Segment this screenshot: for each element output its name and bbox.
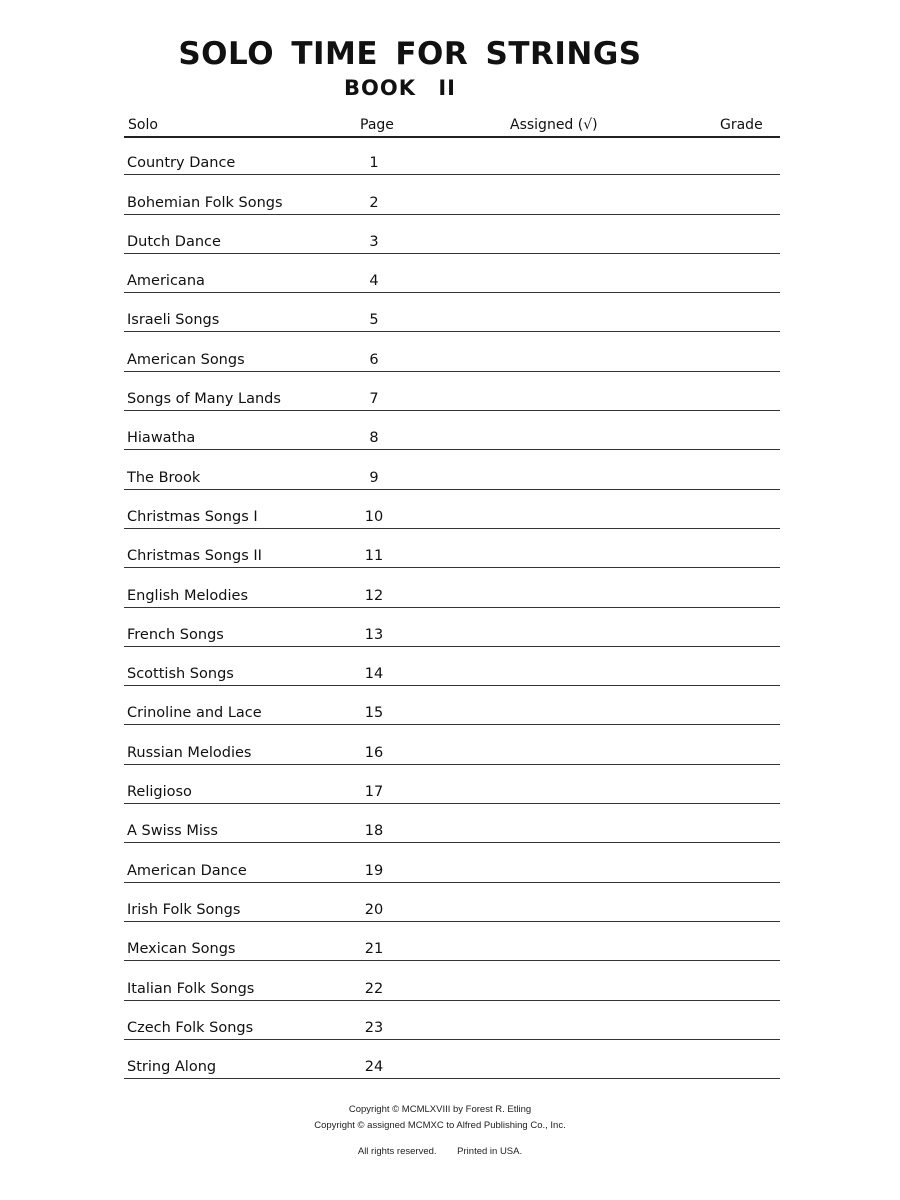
page-number: 1	[369, 155, 379, 172]
table-row	[124, 686, 780, 725]
table-row	[124, 961, 780, 1000]
solo-title: Russian Melodies	[127, 744, 252, 761]
solo-title: Israeli Songs	[127, 312, 220, 329]
solo-title: Christmas Songs I	[127, 508, 258, 525]
solo-title: Crinoline and Lace	[127, 705, 262, 722]
printed-in-text: Printed in USA.	[457, 1146, 523, 1157]
page-number: 12	[364, 587, 384, 604]
page-number: 3	[369, 233, 379, 250]
page-title: SOLO TIME FOR STRINGS	[178, 36, 642, 72]
page-number: 7	[369, 391, 379, 408]
page-number: 10	[364, 508, 384, 525]
table-row	[124, 175, 780, 214]
solo-title: Americana	[127, 273, 205, 290]
table-row	[124, 608, 780, 647]
table-row	[124, 883, 780, 922]
page-number: 23	[364, 1019, 384, 1036]
table-row	[124, 215, 780, 254]
page-number: 14	[364, 666, 384, 683]
page-number: 11	[364, 548, 384, 565]
solo-title: Irish Folk Songs	[127, 901, 241, 918]
table-row	[124, 490, 780, 529]
table-row	[124, 529, 780, 568]
page-number: 6	[369, 351, 379, 368]
table-row	[124, 411, 780, 450]
solo-title: Italian Folk Songs	[127, 980, 255, 997]
solo-table	[124, 136, 780, 1079]
solo-title: The Brook	[127, 469, 201, 486]
page-number: 13	[364, 626, 384, 643]
solo-title: French Songs	[127, 626, 224, 643]
page-number: 19	[364, 862, 384, 879]
page-number: 4	[369, 273, 379, 290]
page-number: 17	[364, 784, 384, 801]
table-row	[124, 922, 780, 961]
solo-title: Scottish Songs	[127, 666, 234, 683]
solo-title: A Swiss Miss	[127, 823, 218, 840]
solo-title: Hiawatha	[127, 430, 196, 447]
table-row	[124, 804, 780, 843]
solo-title: Religioso	[127, 784, 192, 801]
table-row	[124, 1001, 780, 1040]
page-number: 8	[369, 430, 379, 447]
page-number: 18	[364, 823, 384, 840]
table-row	[124, 843, 780, 882]
table-row	[124, 1040, 780, 1079]
rights-reserved-text: All rights reserved.	[357, 1146, 437, 1157]
table-header	[124, 112, 780, 138]
table-row	[124, 647, 780, 686]
copyright-footer	[0, 1102, 880, 1160]
table-row	[124, 332, 780, 371]
solo-title: Dutch Dance	[127, 233, 221, 250]
copyright-line-2: Copyright © assigned MCMXC to Alfred Publishing Co., Inc.	[314, 1120, 566, 1131]
solo-title: Country Dance	[127, 155, 236, 172]
table-row	[124, 765, 780, 804]
column-header-solo: Solo	[128, 117, 158, 133]
table-row	[124, 725, 780, 764]
column-header-assigned: Assigned (√)	[510, 117, 598, 133]
page-number: 24	[364, 1059, 384, 1076]
table-row	[124, 136, 780, 175]
column-header-page: Page	[360, 117, 394, 133]
page-subtitle: BOOK II	[344, 76, 456, 100]
table-row	[124, 254, 780, 293]
copyright-line-1: Copyright © MCMLXVIII by Forest R. Etling	[348, 1104, 532, 1115]
page-number: 5	[369, 312, 379, 329]
page-number: 21	[364, 941, 384, 958]
page-number: 20	[364, 901, 384, 918]
solo-title: Christmas Songs II	[127, 548, 262, 565]
table-row	[124, 450, 780, 489]
solo-title: Czech Folk Songs	[127, 1019, 254, 1036]
page-number: 2	[369, 194, 379, 211]
solo-title: English Melodies	[127, 587, 249, 604]
solo-title: Mexican Songs	[127, 941, 236, 958]
solo-title: American Dance	[127, 862, 247, 879]
solo-title: American Songs	[127, 351, 245, 368]
solo-title: Bohemian Folk Songs	[127, 194, 283, 211]
solo-title: String Along	[127, 1059, 217, 1076]
page-number: 22	[364, 980, 384, 997]
page-number: 9	[369, 469, 379, 486]
page-number: 16	[364, 744, 384, 761]
table-row	[124, 568, 780, 607]
solo-title: Songs of Many Lands	[127, 391, 281, 408]
table-row	[124, 372, 780, 411]
table-row	[124, 293, 780, 332]
rights-line	[0, 1144, 880, 1160]
column-header-grade: Grade	[720, 117, 763, 133]
page-number: 15	[364, 705, 384, 722]
